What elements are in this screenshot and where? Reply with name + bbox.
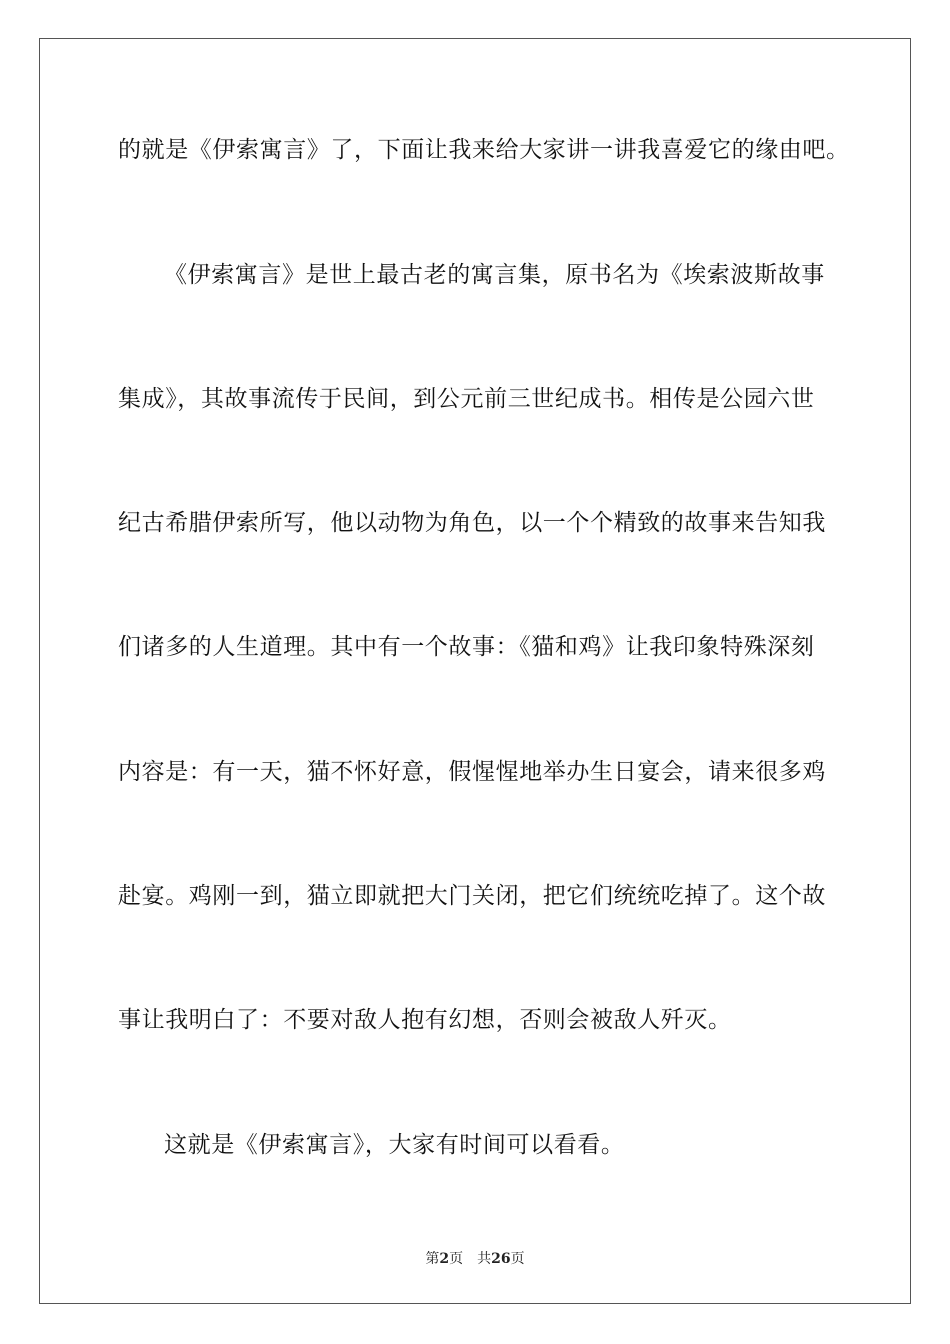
page-footer <box>0 1248 950 1268</box>
paragraph-line-6: 内容是：有一天，猫不怀好意，假惺惺地举办生日宴会，请来很多鸡 <box>118 759 826 785</box>
paragraph-line-9: 这就是《伊索寓言》，大家有时间可以看看。 <box>164 1132 625 1158</box>
paragraph-line-2: 《伊索寓言》是世上最古老的寓言集，原书名为《埃索波斯故事 <box>164 262 825 288</box>
paragraph-line-4: 纪古希腊伊索所写，他以动物为角色，以一个个精致的故事来告知我 <box>118 510 826 536</box>
paragraph-line-5: 们诸多的人生道理。其中有一个故事：《猫和鸡》让我印象特殊深刻 <box>118 634 815 660</box>
paragraph-line-8: 事让我明白了：不要对敌人抱有幻想，否则会被敌人歼灭。 <box>118 1007 732 1033</box>
footer-page-prefix: 第 <box>425 1251 440 1267</box>
page-frame <box>39 38 911 1304</box>
footer-page-number: 2 <box>439 1251 450 1267</box>
footer-total-number: 26 <box>491 1251 511 1267</box>
footer-total-suffix: 页 <box>510 1251 525 1267</box>
footer-total-prefix: 共 <box>477 1251 492 1267</box>
paragraph-line-3: 集成》，其故事流传于民间，到公元前三世纪成书。相传是公园六世 <box>118 386 815 412</box>
paragraph-line-1: 的就是《伊索寓言》了，下面让我来给大家讲一讲我喜爱它的缘由吧。 <box>118 137 850 163</box>
footer-page-suffix: 页 <box>449 1251 464 1267</box>
paragraph-line-7: 赴宴。鸡刚一到，猫立即就把大门关闭，把它们统统吃掉了。这个故 <box>118 883 826 909</box>
